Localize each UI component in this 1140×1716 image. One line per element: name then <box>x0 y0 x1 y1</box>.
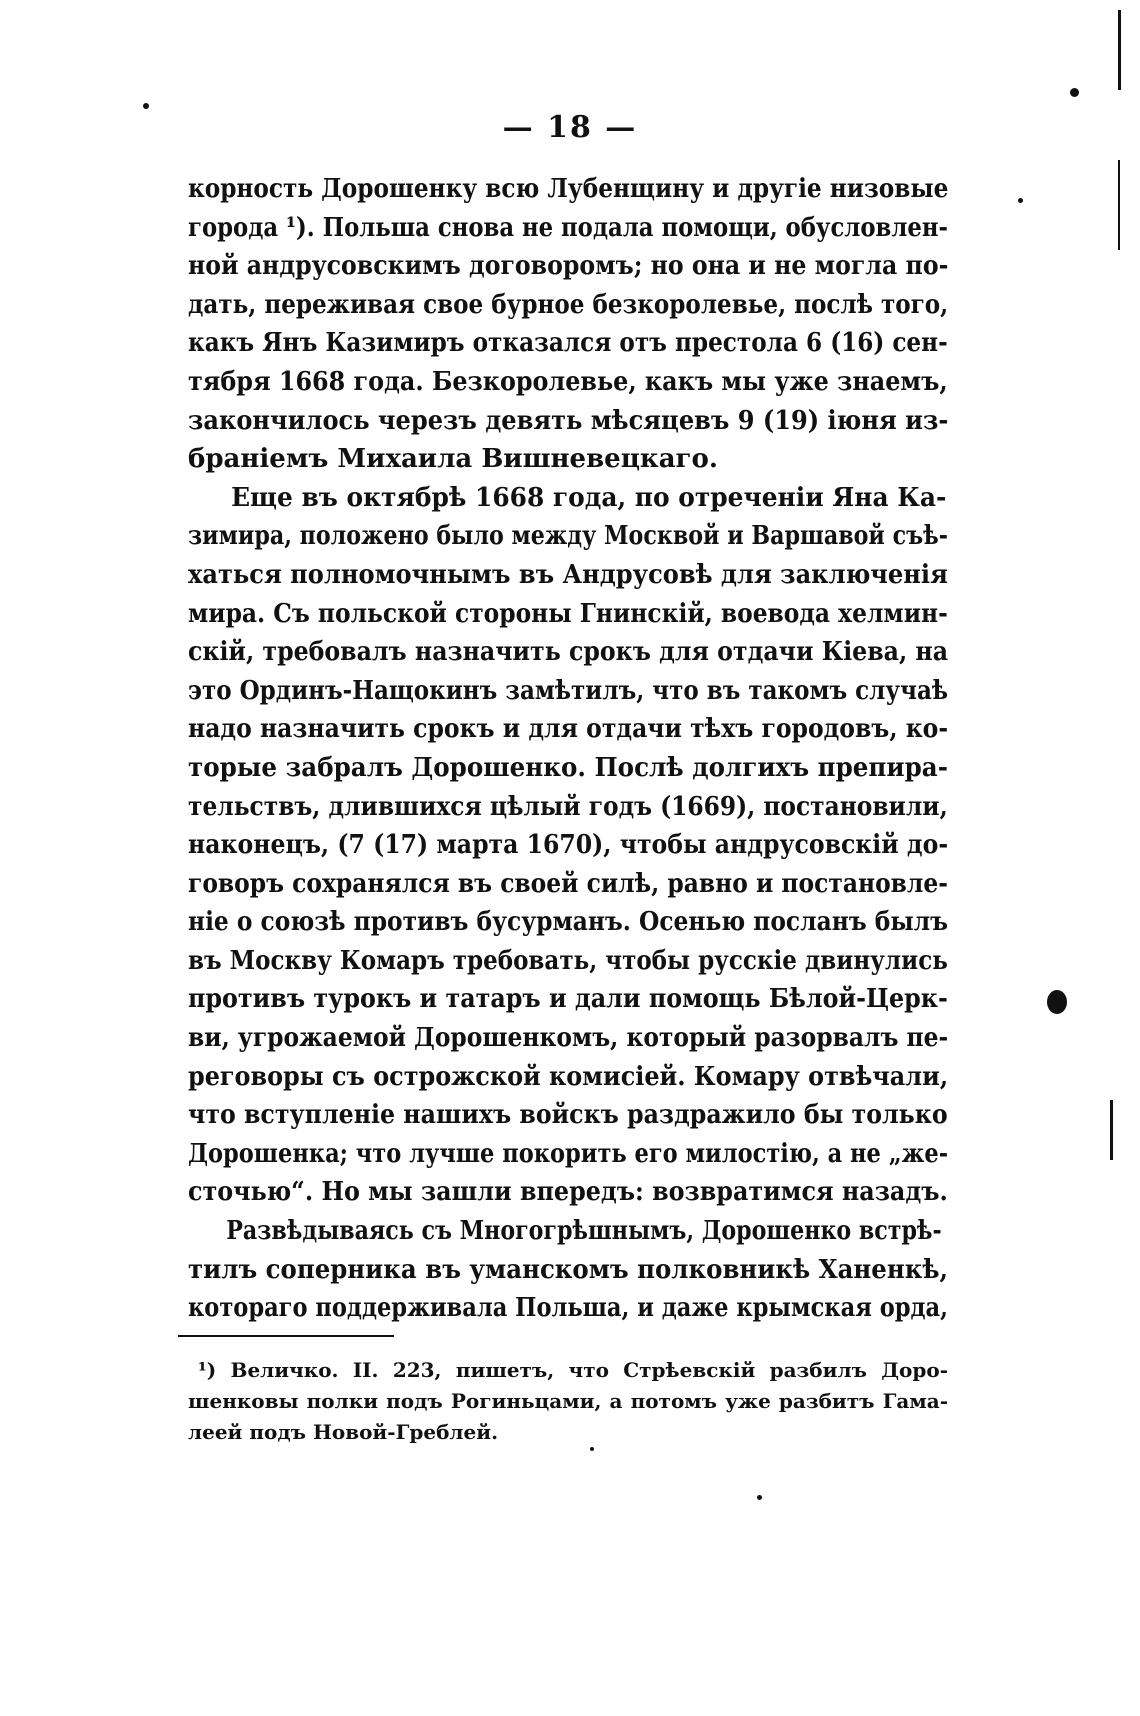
body-line: въ Москву Комаръ требовать, чтобы русскіе двинулись <box>188 945 948 976</box>
body-line: Дорошенка; что лучше покорить его милостію, а не „же- <box>188 1138 949 1169</box>
body-line: мира. Съ польской стороны Гнинскій, воевода хелмин- <box>188 598 948 629</box>
footnote <box>188 1355 948 1448</box>
scan-speck <box>143 103 149 109</box>
footnote-divider <box>178 1335 394 1337</box>
scan-speck <box>1018 198 1023 203</box>
body-line: сточью“. Но мы зашли впередъ: возвратимся назадъ. <box>188 1177 948 1208</box>
scan-speck <box>757 1495 762 1500</box>
body-line: говоръ сохранялся въ своей силѣ, равно и постановле- <box>188 868 948 899</box>
body-line: хаться полномочнымъ въ Андрусовѣ для заключенія <box>188 559 948 590</box>
body-line: Еще въ октябрѣ 1668 года, по отреченіи Яна Ка- <box>231 482 947 513</box>
body-line: ной андрусовскимъ договоромъ; но она и не могла по- <box>188 251 949 282</box>
body-line: закончилось черезъ девять мѣсяцевъ 9 (19) іюня из- <box>188 405 949 436</box>
scan-speck <box>1047 990 1067 1014</box>
body-line: зимира, положено было между Москвой и Варшавой съѣ- <box>188 521 948 552</box>
body-line: противъ турокъ и татаръ и дали помощь Бѣлой-Церк- <box>188 984 948 1015</box>
scan-edge-mark <box>1110 1100 1113 1160</box>
body-line: реговоры съ острожской комисіей. Комару отвѣчали, <box>188 1061 949 1092</box>
body-line: корность Дорошенку всю Лубенщину и другіе низовые <box>188 174 949 204</box>
body-line: тельствъ, длившихся цѣлый годъ (1669), постановили, <box>188 791 948 822</box>
scan-edge-mark <box>1118 10 1121 90</box>
footnote-line: ¹) Величко. II. 223, пишетъ, что Стрѣевскій разбилъ Доро- <box>198 1358 948 1382</box>
body-line: дать, переживая свое бурное безкоролевье, послѣ того, <box>188 289 949 320</box>
scan-speck <box>590 1447 594 1451</box>
scan-edge-mark <box>1118 160 1120 250</box>
page-number: — 18 — <box>502 110 638 145</box>
body-line: скій, требовалъ назначить срокъ для отдачи Кіева, на <box>188 637 949 668</box>
body-line: браніемъ Михаила Вишневецкаго. <box>188 444 718 475</box>
body-line: наконецъ, (7 (17) марта 1670), чтобы андрусовскій до- <box>188 830 949 861</box>
scan-speck <box>1070 88 1079 97</box>
body-line: города ¹). Польша снова не подала помощи, обусловлен- <box>188 212 948 243</box>
body-text <box>188 170 948 1328</box>
body-line: надо назначить срокъ и для отдачи тѣхъ городовъ, ко- <box>188 714 949 745</box>
body-line: котораго поддерживала Польша, и даже крымская орда, <box>188 1293 948 1324</box>
footnote-line: шенковы полки подъ Рогиньцами, а потомъ уже разбитъ Гама- <box>188 1389 948 1413</box>
body-line: тября 1668 года. Безкоролевье, какъ мы уже знаемъ, <box>188 366 948 397</box>
body-line: ви, угрожаемой Дорошенкомъ, который разорвалъ пе- <box>188 1023 949 1054</box>
body-line: это Ординъ-Нащокинъ замѣтилъ, что въ такомъ случаѣ <box>188 675 949 706</box>
body-line: Развѣдываясь съ Многогрѣшнымъ, Дорошенко встрѣ- <box>226 1216 942 1247</box>
body-line: тилъ соперника въ уманскомъ полковникѣ Ханенкѣ, <box>188 1254 949 1285</box>
body-line: что вступленіе нашихъ войскъ раздражило бы только <box>188 1100 948 1131</box>
body-line: торые забралъ Дорошенко. Послѣ долгихъ препира- <box>188 752 948 783</box>
body-line: какъ Янъ Казимиръ отказался отъ престола 6 (16) сен- <box>188 328 948 359</box>
body-line: ніе о союзѣ противъ бусурманъ. Осенью посланъ былъ <box>188 907 949 938</box>
footnote-line: леей подъ Новой-Греблей. <box>188 1420 499 1444</box>
